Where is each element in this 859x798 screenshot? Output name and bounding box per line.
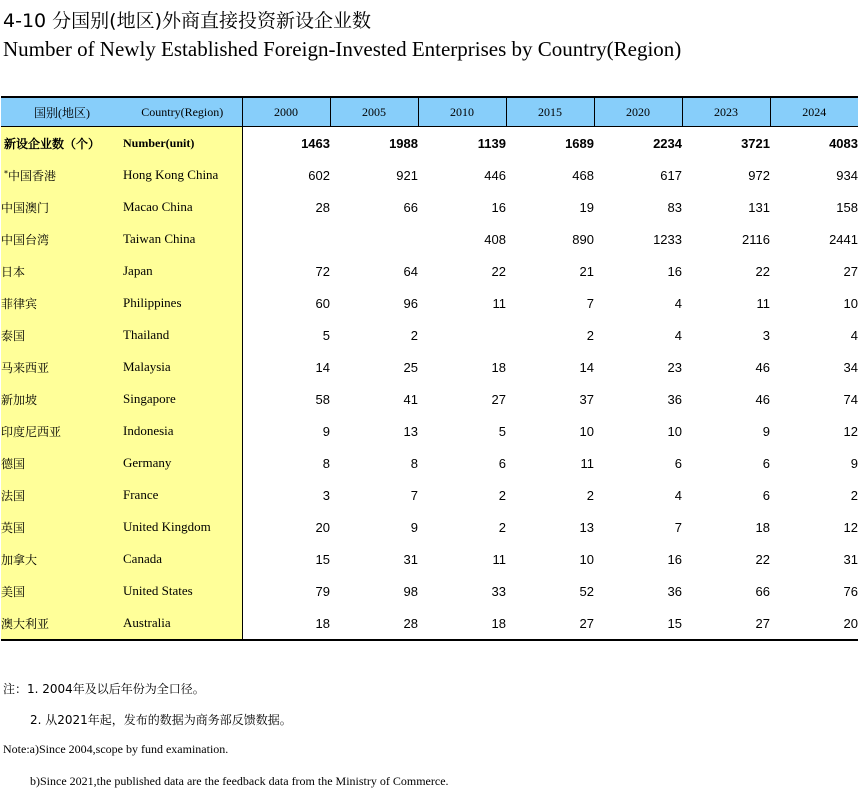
- table-row: [1, 575, 858, 607]
- table-row: [1, 319, 858, 351]
- value-cell: 8: [410, 455, 418, 471]
- value-cell: 10: [579, 423, 594, 439]
- value-cell: 6: [498, 455, 506, 471]
- page-title-en: Number of Newly Established Foreign-Invested Enterprises by Country(Region): [3, 37, 682, 61]
- value-cell: 33: [491, 583, 506, 599]
- value-cell: 46: [755, 359, 770, 375]
- header-year: 2023: [682, 97, 770, 127]
- value-cell: 1233: [653, 231, 682, 247]
- region-name-en: Canada: [123, 543, 242, 575]
- value-cell: 83: [667, 199, 682, 215]
- region-label-cn: 中国澳门: [1, 200, 50, 215]
- value-cell: 4: [674, 327, 682, 343]
- value-cell: 7: [586, 295, 594, 311]
- value-cell: 76: [843, 583, 858, 599]
- region-name-en: Philippines: [123, 287, 242, 319]
- total-label-cn: 新设企业数（个）: [1, 127, 123, 160]
- total-value: 1988: [389, 135, 418, 151]
- value-cell: 18: [491, 359, 506, 375]
- value-cell: 13: [403, 423, 418, 439]
- region-name-en: Indonesia: [123, 415, 242, 447]
- header-year: 2005: [330, 97, 418, 127]
- region-label-cn: 德国: [1, 456, 26, 471]
- region-name-cn: [1, 287, 123, 319]
- region-name-en: Malaysia: [123, 351, 242, 383]
- region-name-en: United States: [123, 575, 242, 607]
- region-name-cn: [1, 511, 123, 543]
- region-name-cn: [1, 191, 123, 223]
- value-cell: 66: [755, 583, 770, 599]
- value-cell: 18: [418, 607, 506, 640]
- value-cell: 16: [667, 263, 682, 279]
- value-cell: 11: [492, 295, 506, 311]
- value-cell: 74: [843, 391, 858, 407]
- value-cell: 890: [572, 231, 594, 247]
- value-cell: 7: [674, 519, 682, 535]
- value-cell: [330, 223, 418, 255]
- value-cell: 15: [315, 551, 330, 567]
- value-cell: 14: [579, 359, 594, 375]
- page-title-cn: 4-10 分国别(地区)外商直接投资新设企业数: [3, 10, 371, 32]
- value-cell: 10: [667, 423, 682, 439]
- value-cell: 6: [762, 455, 770, 471]
- value-cell: 4: [850, 327, 858, 343]
- value-cell: 60: [315, 295, 330, 311]
- region-name-en: Macao China: [123, 191, 242, 223]
- value-cell: 11: [756, 295, 770, 311]
- value-cell: 5: [322, 327, 330, 343]
- value-cell: 972: [748, 167, 770, 183]
- value-cell: 934: [836, 167, 858, 183]
- region-label-cn: 印度尼西亚: [1, 424, 62, 439]
- value-cell: 408: [484, 231, 506, 247]
- total-label-en: Number(unit): [123, 127, 242, 160]
- value-cell: 16: [491, 199, 506, 215]
- region-name-en: Singapore: [123, 383, 242, 415]
- value-cell: 98: [403, 583, 418, 599]
- value-cell: 9: [410, 519, 418, 535]
- value-cell: 2: [410, 327, 418, 343]
- value-cell: 14: [315, 359, 330, 375]
- region-name-en: Japan: [123, 255, 242, 287]
- table-row: [1, 479, 858, 511]
- region-name-cn: [1, 255, 123, 287]
- region-label-cn: 中国台湾: [1, 232, 50, 247]
- value-cell: 4: [674, 295, 682, 311]
- table-row: [1, 543, 858, 575]
- region-name-en: France: [123, 479, 242, 511]
- region-name-cn: [1, 575, 123, 607]
- region-name-cn: [1, 607, 123, 640]
- region-name-cn: [1, 479, 123, 511]
- value-cell: 27: [843, 263, 858, 279]
- region-name-cn: [1, 223, 123, 255]
- table-row: [1, 447, 858, 479]
- value-cell: 2: [586, 487, 594, 503]
- note-en-2: b)Since 2021,the published data are the feedback data from the Ministry of Commerce.: [30, 774, 449, 788]
- value-cell: 22: [755, 263, 770, 279]
- value-cell: 37: [579, 391, 594, 407]
- value-cell: 602: [308, 167, 330, 183]
- value-cell: 446: [484, 167, 506, 183]
- value-cell: 158: [836, 199, 858, 215]
- table-row: [1, 255, 858, 287]
- region-label-cn: 泰国: [1, 328, 26, 343]
- footnote-mark: *: [4, 168, 8, 178]
- value-cell: 36: [667, 583, 682, 599]
- value-cell: 23: [667, 359, 682, 375]
- value-cell: 52: [579, 583, 594, 599]
- region-name-cn: [1, 351, 123, 383]
- table-row: [1, 607, 858, 640]
- region-name-cn: [1, 447, 123, 479]
- header-year: 2000: [242, 97, 330, 127]
- region-name-cn: [1, 383, 123, 415]
- region-name-cn: [1, 319, 123, 351]
- total-row: [1, 127, 858, 160]
- table-row: [1, 287, 858, 319]
- region-label-cn: 马来西亚: [1, 360, 50, 375]
- header-year: 2024: [770, 97, 858, 127]
- value-cell: 41: [403, 391, 418, 407]
- value-cell: 131: [748, 199, 770, 215]
- value-cell: 31: [403, 551, 418, 567]
- value-cell: 21: [579, 263, 594, 279]
- value-cell: 27: [682, 607, 770, 640]
- total-value: 1139: [477, 135, 506, 151]
- value-cell: 15: [594, 607, 682, 640]
- value-cell: 468: [572, 167, 594, 183]
- value-cell: 617: [660, 167, 682, 183]
- note-cn-2: 2. 从2021年起，发布的数据为商务部反馈数据。: [30, 713, 292, 727]
- value-cell: 11: [492, 551, 506, 567]
- note-en-1: Note:a)Since 2004,scope by fund examination.: [3, 742, 229, 756]
- region-name-en: Taiwan China: [123, 223, 242, 255]
- value-cell: 3: [762, 327, 770, 343]
- value-cell: 8: [322, 455, 330, 471]
- value-cell: 72: [315, 263, 330, 279]
- value-cell: 25: [403, 359, 418, 375]
- total-value: 1689: [565, 135, 594, 151]
- data-table: [1, 96, 858, 641]
- total-value: 2234: [653, 135, 682, 151]
- value-cell: 36: [667, 391, 682, 407]
- value-cell: 2: [850, 487, 858, 503]
- value-cell: 6: [762, 487, 770, 503]
- value-cell: [418, 319, 506, 351]
- table-row: [1, 511, 858, 543]
- region-label-cn: 日本: [1, 264, 26, 279]
- value-cell: [242, 223, 330, 255]
- value-cell: 28: [330, 607, 418, 640]
- note-cn-1: 注：1. 2004年及以后年份为全口径。: [3, 682, 205, 696]
- region-label-cn: 英国: [1, 520, 26, 535]
- total-value: 1463: [301, 135, 330, 151]
- value-cell: 96: [403, 295, 418, 311]
- table-row: [1, 415, 858, 447]
- header-region-en: Country(Region): [123, 97, 242, 127]
- value-cell: 66: [403, 199, 418, 215]
- value-cell: 46: [755, 391, 770, 407]
- value-cell: 22: [755, 551, 770, 567]
- value-cell: 16: [667, 551, 682, 567]
- region-name-cn: [1, 543, 123, 575]
- header-row: [1, 97, 858, 127]
- value-cell: 27: [491, 391, 506, 407]
- value-cell: 2: [586, 327, 594, 343]
- value-cell: 19: [579, 199, 594, 215]
- value-cell: 18: [242, 607, 330, 640]
- value-cell: 12: [843, 423, 858, 439]
- table-row: [1, 159, 858, 191]
- value-cell: 79: [315, 583, 330, 599]
- value-cell: 6: [674, 455, 682, 471]
- value-cell: 18: [755, 519, 770, 535]
- value-cell: 31: [843, 551, 858, 567]
- value-cell: 921: [396, 167, 418, 183]
- value-cell: 58: [315, 391, 330, 407]
- region-label-cn: 法国: [1, 488, 26, 503]
- value-cell: 20: [315, 519, 330, 535]
- value-cell: 13: [579, 519, 594, 535]
- header-region-cn: 国别(地区): [1, 97, 123, 127]
- value-cell: 28: [315, 199, 330, 215]
- total-value: 3721: [741, 135, 770, 151]
- table-row: [1, 351, 858, 383]
- value-cell: 2441: [829, 231, 858, 247]
- value-cell: 2116: [742, 231, 770, 247]
- value-cell: 12: [843, 519, 858, 535]
- region-name-en: Hong Kong China: [123, 159, 242, 191]
- region-label-cn: 美国: [1, 584, 26, 599]
- value-cell: 2: [498, 487, 506, 503]
- table-row: [1, 191, 858, 223]
- value-cell: 9: [762, 423, 770, 439]
- region-label-cn: 中国香港: [8, 168, 57, 183]
- region-name-en: Thailand: [123, 319, 242, 351]
- region-label-cn: 澳大利亚: [1, 616, 50, 631]
- value-cell: 34: [843, 359, 858, 375]
- table-row: [1, 383, 858, 415]
- region-label-cn: 加拿大: [1, 552, 38, 567]
- value-cell: 3: [322, 487, 330, 503]
- region-label-cn: 菲律宾: [1, 296, 38, 311]
- header-year: 2020: [594, 97, 682, 127]
- value-cell: 64: [403, 263, 418, 279]
- region-name-en: United Kingdom: [123, 511, 242, 543]
- value-cell: 27: [506, 607, 594, 640]
- region-name-cn: [1, 415, 123, 447]
- value-cell: 9: [322, 423, 330, 439]
- region-name-en: Australia: [123, 607, 242, 640]
- value-cell: 4: [674, 487, 682, 503]
- value-cell: 20: [770, 607, 858, 640]
- value-cell: 7: [410, 487, 418, 503]
- header-year: 2010: [418, 97, 506, 127]
- value-cell: 22: [491, 263, 506, 279]
- region-name-cn: [1, 159, 123, 191]
- value-cell: 10: [843, 295, 858, 311]
- value-cell: 10: [579, 551, 594, 567]
- total-value: 4083: [829, 135, 858, 151]
- table-row: [1, 223, 858, 255]
- region-name-en: Germany: [123, 447, 242, 479]
- region-label-cn: 新加坡: [1, 392, 38, 407]
- value-cell: 2: [498, 519, 506, 535]
- value-cell: 9: [850, 455, 858, 471]
- header-year: 2015: [506, 97, 594, 127]
- value-cell: 11: [580, 455, 594, 471]
- value-cell: 5: [498, 423, 506, 439]
